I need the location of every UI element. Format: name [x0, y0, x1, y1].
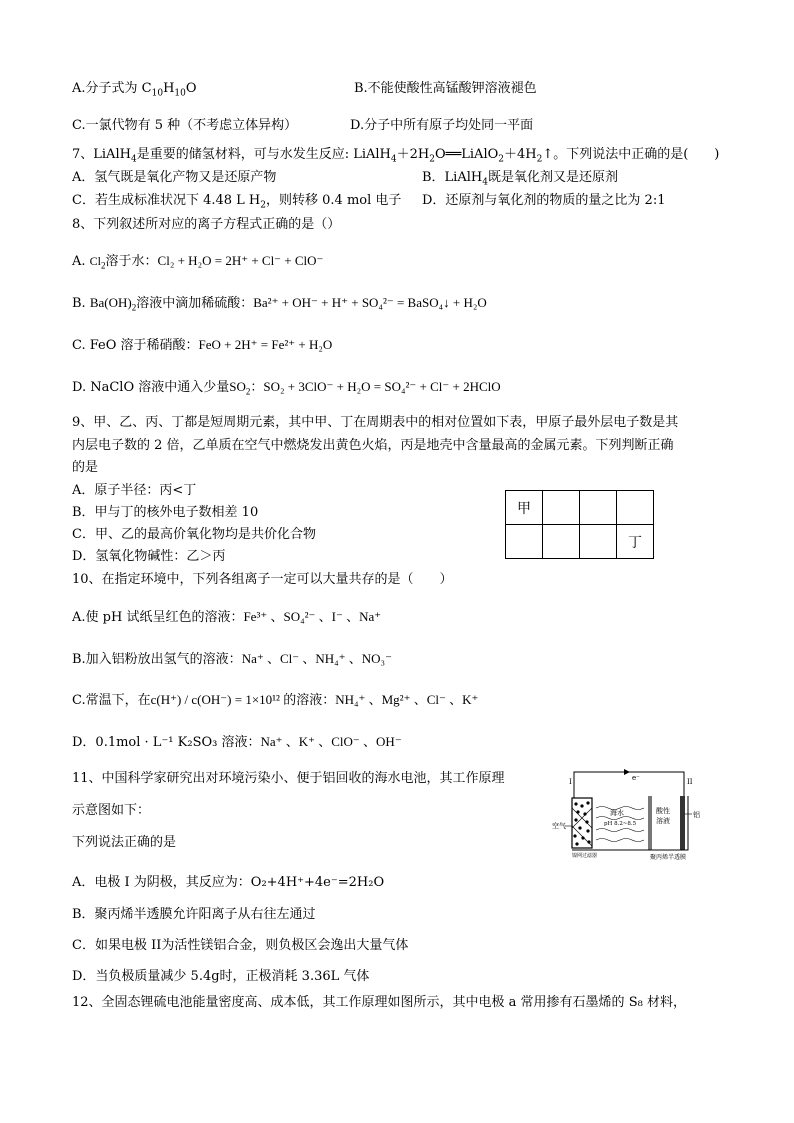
q6-option-a: A.分子式为 $C_{10}H_{10}O$ — [72, 81, 197, 99]
cell-empty — [543, 525, 580, 559]
q10-stem: 10、在指定环境中，下列各组离子一定可以大量共存的是（ ） — [72, 572, 453, 587]
q9-stem-line3: 的是 — [72, 460, 99, 475]
q8-option-c: C. FeO 溶于稀硝酸：FeO + 2H⁺ = Fe²⁺ + H₂O — [72, 337, 333, 353]
q9-stem-line2: 内层电子数的 2 倍，乙单质在空气中燃烧发出黄色火焰，丙是地壳中含量最高的金属元素。下列判断正确 — [72, 438, 674, 453]
cell-empty — [580, 491, 617, 525]
q10-option-a: A.使 pH 试纸呈红色的溶液：Fe³⁺ 、SO₄²⁻ 、I⁻ 、Na⁺ — [72, 609, 382, 625]
fig-acid-label-2: 溶液 — [656, 817, 670, 825]
cell-empty — [580, 525, 617, 559]
q11-stem-line1: 11、中国科学家研究出对环境污染小、便于铝回收的海水电池，其工作原理 — [72, 771, 505, 786]
q9-option-b: B．甲与丁的核外电子数相差 10 — [72, 505, 259, 520]
q11-option-a: A．电极 I 为阴极，其反应为：O₂+4H⁺+4e⁻=2H₂O — [72, 875, 385, 890]
electrode-ii-block — [680, 796, 685, 850]
q6-option-c: C.一氯代物有 5 种（不考虑立体异构） — [72, 118, 298, 133]
q7-stem: 7、LiAlH$_4$是重要的储氢材料，可与水发生反应: $LiAlH_4+2H_2O══LiAlO_2+4H_2↑$。下列说法中正确的是( ) — [72, 147, 720, 165]
fig-electron-label: e⁻ — [632, 774, 640, 782]
q12-stem-line1: 12、全固态锂硫电池能量密度高、成本低，其工作原理如图所示，其中电极 a 常用掺有石墨烯的 S₈ 材料， — [72, 995, 686, 1010]
fig-electrode-i: I — [569, 778, 572, 786]
periodic-table-fragment — [505, 490, 654, 559]
cell-empty — [506, 525, 543, 559]
q9-option-a: A．原子半径：丙<丁 — [72, 483, 197, 498]
q6-option-b: B.不能使酸性高锰酸钾溶液褪色 — [354, 81, 537, 96]
fig-nickel-net-label: 镍网过滤器 — [572, 853, 598, 859]
q8-option-d: D. NaClO 溶液中通入少量$SO_2$：SO₂ + 3ClO⁻ + H₂O = SO₄²⁻ + Cl⁻ + 2HClO — [72, 379, 501, 397]
cell-ding: 丁 — [617, 525, 654, 559]
cell-jia: 甲 — [506, 491, 543, 525]
q11-stem-line2: 示意图如下： — [72, 803, 151, 818]
seawater-battery-diagram — [552, 768, 712, 860]
cell-empty — [543, 491, 580, 525]
q9-stem-line1: 9、甲、乙、丙、丁都是短周期元素，其中甲、丁在周期表中的相对位置如下表，甲原子最外层电子数是其 — [72, 415, 679, 430]
q11-option-b: B．聚丙烯半透膜允许阳离子从右往左通过 — [72, 907, 316, 922]
q8-option-b: B. $Ba(OH)_2$溶液中滴加稀硫酸：Ba²⁺ + OH⁻ + H⁺ + SO₄²⁻ = BaSO₄↓ + H₂O — [72, 295, 487, 313]
q10-option-c: C.常温下，在c(H⁺) / c(OH⁻) = 1×10¹² 的溶液：NH₄⁺ 、Mg²⁺ 、Cl⁻ 、K⁺ — [72, 692, 479, 708]
fig-ph-label: pH 8.2~8.5 — [604, 821, 637, 827]
q11-option-c: C．如果电极 II为活性镁铝合金，则负极区会逸出大量气体 — [72, 938, 409, 953]
fig-membrane-label: 聚丙烯半透膜 — [650, 854, 687, 860]
q7-option-b: B．LiAlH$_4$既是氧化剂又是还原剂 — [422, 170, 618, 188]
fig-electrode-ii: II — [687, 778, 693, 786]
q7-option-d: D．还原剂与氧化剂的物质的量之比为 2:1 — [422, 193, 666, 208]
q8-option-a: A. $Cl_2$溶于水：Cl₂ + H₂O = 2H⁺ + Cl⁻ + ClO⁻ — [72, 253, 324, 271]
q10-option-d: D．0.1mol · L⁻¹ K₂SO₃ 溶液：Na⁺ 、K⁺ 、ClO⁻ 、OH⁻ — [72, 734, 402, 750]
q9-option-d: D．氢氧化物碱性：乙＞丙 — [72, 549, 226, 564]
cell-empty — [617, 491, 654, 525]
q7-option-a: A．氢气既是氧化产物又是还原产物 — [72, 170, 277, 185]
q11-option-d: D．当负极质量减少 5.4g时，正极消耗 3.36L 气体 — [72, 969, 370, 984]
fig-air-label: 空气 — [552, 822, 566, 830]
q8-stem: 8、下列叙述所对应的离子方程式正确的是（） — [72, 217, 341, 232]
q10-option-b: B.加入铝粉放出氢气的溶液：Na⁺ 、Cl⁻ 、NH₄⁺ 、NO₃⁻ — [72, 651, 392, 667]
electron-arrow-icon — [624, 769, 630, 775]
q6-option-d: D.分子中所有原子均处同一平面 — [350, 118, 534, 133]
fig-acid-label-1: 酸性 — [656, 807, 670, 815]
q11-stem-line3: 下列说法正确的是 — [72, 835, 177, 850]
fig-seawater-label: 海水 — [610, 809, 624, 817]
fig-aluminium-label: 铝 — [693, 811, 700, 819]
q9-option-c: C．甲、乙的最高价氧化物均是共价化合物 — [72, 527, 316, 542]
q7-option-c: C．若生成标准状况下 4.48 L $H_2$，则转移 0.4 mol 电子 — [72, 193, 402, 211]
membrane-bar — [648, 796, 652, 850]
